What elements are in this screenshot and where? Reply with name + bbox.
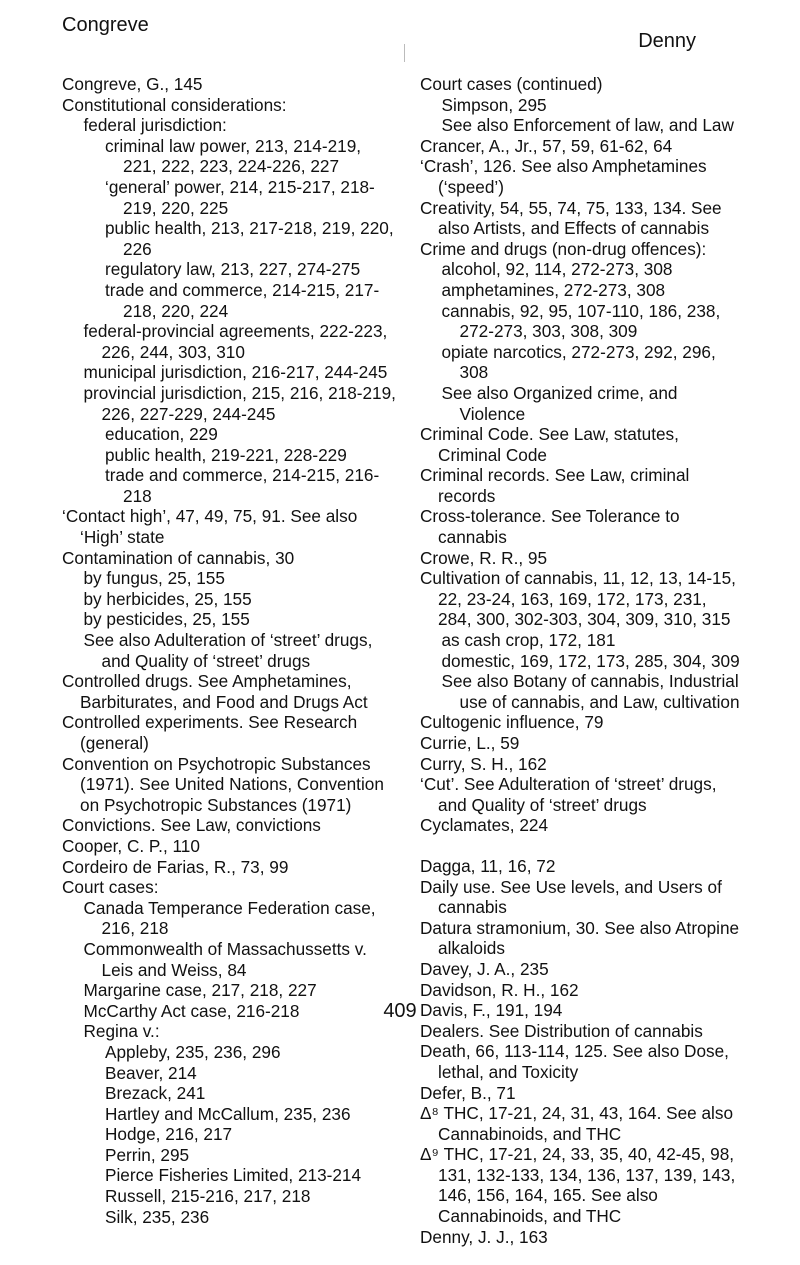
index-entry: Crancer, A., Jr., 57, 59, 61-62, 64 (420, 135, 673, 156)
index-entry: Congreve, G., 145 (62, 74, 203, 94)
index-entry: Contamination of cannabis, 30 (62, 547, 295, 568)
index-entry: Margarine case, 217, 218, 227 (83, 980, 317, 1001)
index-entry: Cross-tolerance. See Tolerance to cannabis (420, 506, 680, 548)
index-entry: by herbicides, 25, 155 (83, 588, 252, 609)
index-entry: Crime and drugs (non-drug offences): (420, 238, 707, 259)
index-entry: Curry, S. H., 162 (420, 753, 547, 774)
index-entry: regulatory law, 213, 227, 274-275 (105, 259, 361, 280)
index-entry: provincial jurisdiction, 215, 216, 218-219, 226, 227-229, 244-245 (83, 382, 396, 424)
running-head-left: Congreve (62, 14, 149, 36)
index-entry: Brezack, 241 (105, 1083, 206, 1104)
index-entry: Controlled drugs. See Amphetamines, Barbiturates, and Food and Drugs Act (62, 671, 368, 712)
index-entry: Crowe, R. R., 95 (420, 547, 548, 568)
index-entry: as cash crop, 172, 181 (441, 630, 616, 651)
index-entry: Appleby, 235, 236, 296 (105, 1041, 281, 1062)
page-number: 409 (383, 1000, 417, 1022)
index-entry: Simpson, 295 (441, 94, 547, 115)
index-entry: by fungus, 25, 155 (83, 568, 225, 589)
index-entry: Δ⁸ THC, 17-21, 24, 31, 43, 164. See also Cannabinoids, and THC (420, 1103, 734, 1144)
index-entry: See also Organized crime, and Violence (441, 382, 678, 424)
index-entry: Canada Temperance Federation case, 216, 218 (83, 897, 376, 939)
index-entry: See also Botany of cannabis, Industrial use of cannabis, and Law, cultivation (441, 671, 740, 712)
index-entry: ‘Cut’. See Adulteration of ‘street’ drugs, and Quality of ‘street’ drugs (420, 774, 717, 815)
index-entry: Cyclamates, 224 (420, 815, 549, 836)
index-entry: trade and commerce, 214-215, 216-218 (105, 465, 380, 506)
index-column-right (420, 74, 742, 1247)
index-entry: Regina v.: (83, 1021, 160, 1042)
index-entry: cannabis, 92, 95, 107-110, 186, 238, 272-273, 303, 308, 309 (441, 300, 721, 342)
index-entry: public health, 219-221, 228-229 (105, 444, 347, 465)
running-head-right: Denny (638, 30, 696, 52)
index-entry: ‘Contact high’, 47, 49, 75, 91. See also ‘High’ state (62, 506, 358, 548)
index-entry: Davis, F., 191, 194 (420, 1000, 563, 1021)
index-entry: See also Enforcement of law, and Law (441, 115, 734, 136)
index-entry: Hodge, 216, 217 (105, 1124, 233, 1145)
index-entry: trade and commerce, 214-215, 217-218, 220, 224 (105, 279, 380, 321)
index-entry: Datura stramonium, 30. See also Atropine alkaloids (420, 917, 740, 959)
index-entry: Russell, 215-216, 217, 218 (105, 1186, 311, 1207)
index-entry: criminal law power, 213, 214-219, 221, 222, 223, 224-226, 227 (105, 135, 362, 177)
index-entry: See also Adulteration of ‘street’ drugs, and Quality of ‘street’ drugs (83, 630, 373, 671)
index-entry: Cultogenic influence, 79 (420, 712, 604, 733)
index-entry: by pesticides, 25, 155 (83, 609, 250, 630)
index-entry: domestic, 169, 172, 173, 285, 304, 309 (441, 650, 740, 671)
index-entry: Defer, B., 71 (420, 1082, 516, 1103)
index-entry: Cooper, C. P., 110 (62, 835, 200, 856)
index-entry: Creativity, 54, 55, 74, 75, 133, 134. See also Artists, and Effects of cannabis (420, 197, 722, 239)
index-entry: federal jurisdiction: (83, 115, 227, 136)
index-entry: Pierce Fisheries Limited, 213-214 (105, 1165, 362, 1186)
index-entry: Controlled experiments. See Research (general) (62, 712, 358, 753)
index-entry: Dealers. See Distribution of cannabis (420, 1020, 703, 1041)
index-entry: Davey, J. A., 235 (420, 958, 549, 979)
index-entry: Commonwealth of Massachussetts v. Leis and Weiss, 84 (83, 938, 367, 980)
index-entry: Cultivation of cannabis, 11, 12, 13, 14-15, 22, 23-24, 163, 169, 172, 173, 231, 284, 300, 302-303, 304, 309, 310, 315 (420, 568, 736, 630)
index-entry: Dagga, 11, 16, 72 (420, 855, 556, 876)
index-entry: McCarthy Act case, 216-218 (83, 1000, 300, 1021)
index-entry: Davidson, R. H., 162 (420, 979, 579, 1000)
index-entry: Currie, L., 59 (420, 733, 520, 753)
index-entry: Hartley and McCallum, 235, 236 (105, 1103, 351, 1124)
index-entry: Denny, J. J., 163 (420, 1226, 548, 1247)
gutter-mark (404, 44, 405, 62)
index-entry: Court cases (continued) (420, 74, 603, 94)
index-entry: Court cases: (62, 877, 159, 898)
index-entry: ‘Crash’, 126. See also Amphetamines (‘speed’) (420, 156, 707, 197)
index-entry: Criminal Code. See Law, statutes, Criminal Code (420, 424, 679, 465)
index-entry: Constitutional considerations: (62, 94, 287, 115)
index-entry: Beaver, 214 (105, 1062, 197, 1083)
index-entry: Criminal records. See Law, criminal records (420, 465, 690, 506)
index-entry: alcohol, 92, 114, 272-273, 308 (441, 259, 673, 280)
index-entry: federal-provincial agreements, 222-223, 226, 244, 303, 310 (83, 321, 388, 362)
section-gap (420, 836, 742, 856)
index-entry: Perrin, 295 (105, 1144, 190, 1165)
index-entry: education, 229 (105, 424, 218, 445)
index-entry: Convictions. See Law, convictions (62, 815, 321, 836)
index-entry: Convention on Psychotropic Substances (1971). See United Nations, Convention on Psychotropic Substances (1971) (62, 753, 384, 815)
index-entry: opiate narcotics, 272-273, 292, 296, 308 (441, 341, 716, 383)
index-entry: public health, 213, 217-218, 219, 220, 226 (105, 218, 394, 259)
index-entry: Daily use. See Use levels, and Users of cannabis (420, 876, 722, 918)
index-entry: Death, 66, 113-114, 125. See also Dose, lethal, and Toxicity (420, 1041, 729, 1082)
index-entry: Silk, 235, 236 (105, 1206, 210, 1227)
index-entry: Δ⁹ THC, 17-21, 24, 33, 35, 40, 42-45, 98, 131, 132-133, 134, 136, 137, 139, 143, 146, 156, 164, 165. See also Cannabinoids, and THC (420, 1144, 736, 1227)
index-column-left (62, 74, 396, 1227)
index-entry: Cordeiro de Farias, R., 73, 99 (62, 856, 289, 877)
index-entry: municipal jurisdiction, 216-217, 244-245 (83, 362, 388, 383)
index-entry: ‘general’ power, 214, 215-217, 218-219, 220, 225 (105, 176, 375, 218)
index-entry: amphetamines, 272-273, 308 (441, 279, 666, 300)
